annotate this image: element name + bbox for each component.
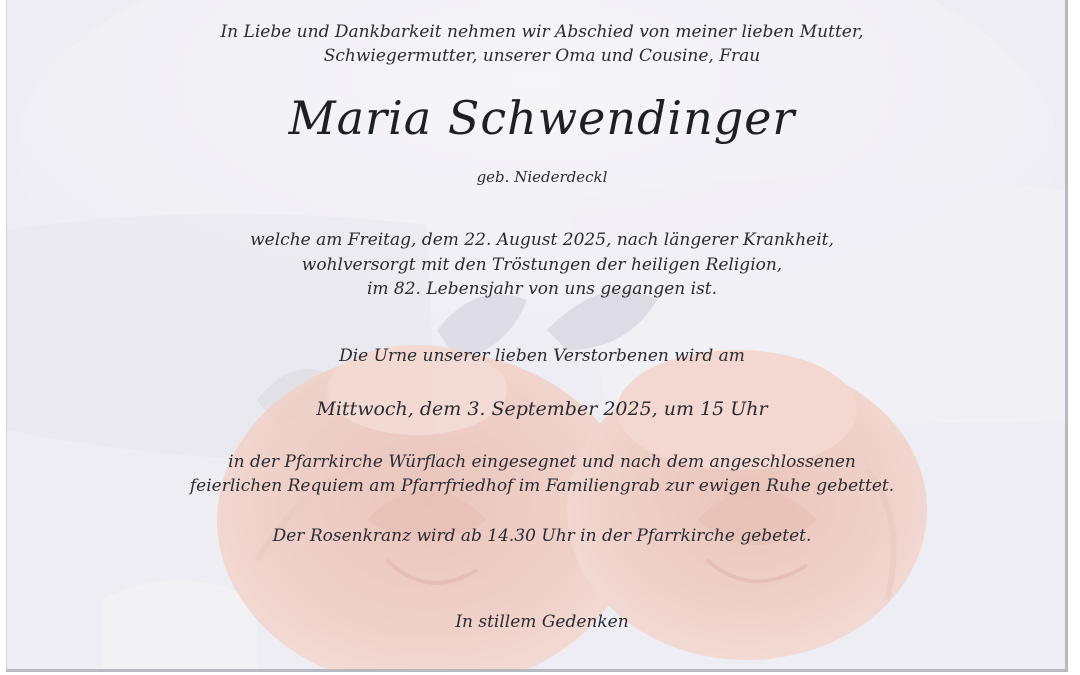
- intro-line-1: In Liebe und Dankbarkeit nehmen wir Abschied von meiner lieben Mutter,: [220, 22, 864, 42]
- funeral-date-line: Mittwoch, dem 3. September 2025, um 15 Uhr: [316, 398, 768, 420]
- deceased-name: Maria Schwendinger: [288, 91, 796, 145]
- obituary-card: [6, 0, 1068, 672]
- birth-name: geb. Niederdeckl: [476, 168, 608, 186]
- urn-line: Die Urne unserer lieben Verstorbenen wird am: [339, 346, 745, 366]
- rosary-line: Der Rosenkranz wird ab 14.30 Uhr in der Pfarrkirche gebetet.: [272, 526, 812, 546]
- intro-line-2: Schwiegermutter, unserer Oma und Cousine, Frau: [323, 46, 761, 66]
- death-line-1: welche am Freitag, dem 22. August 2025, nach längerer Krankheit,: [250, 230, 834, 250]
- blessing-line-2: feierlichen Requiem am Pfarrfriedhof im Familiengrab zur ewigen Ruhe gebettet.: [189, 476, 895, 496]
- closing-line: In stillem Gedenken: [455, 612, 629, 632]
- death-line-2: wohlversorgt mit den Tröstungen der heiligen Religion,: [301, 255, 783, 275]
- death-line-3: im 82. Lebensjahr von uns gegangen ist.: [366, 279, 718, 299]
- obituary-text: [7, 0, 1065, 669]
- blessing-line-1: in der Pfarrkirche Würflach eingesegnet und nach dem angeschlossenen: [228, 452, 856, 472]
